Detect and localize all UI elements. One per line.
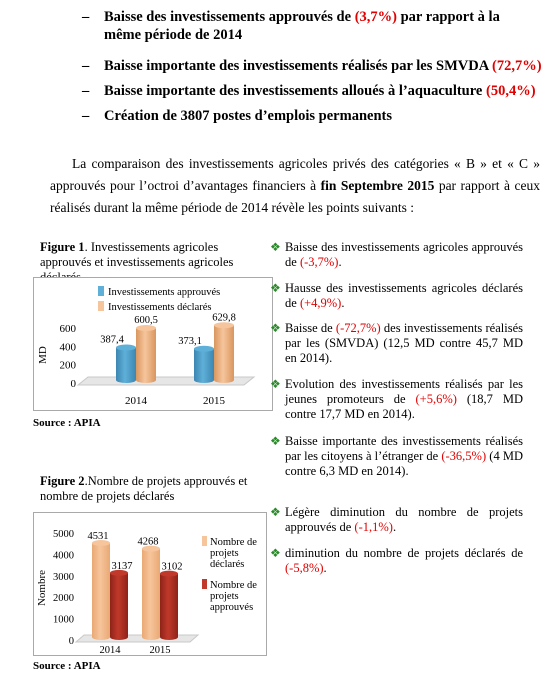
intro-paragraph: La comparaison des investissements agricoles privés des catégories « B » et « C » approuvés pour l’octroi d’avantages financiers à fin Septembre 2015 par rapport à ceux réalisés durant la même période de 2014 révèle les points suivants : [50, 156, 540, 215]
chart2-legend-swatch [202, 536, 207, 546]
chart1-ytick: 200 [59, 359, 76, 372]
chart1-frame [33, 277, 273, 411]
chart1-ytick: 400 [59, 341, 76, 354]
right-item-3: ❖ Baisse de (-72,7%) des investissements réalisés par les (SMVDA) (12,5 MD contre 45,7 MD en 2014). [270, 321, 523, 365]
chart2-ytick: 3000 [53, 571, 74, 583]
chart2-legend-label: Nombre de projets déclarés [210, 537, 257, 570]
figure2-source: Source : APIA [33, 660, 101, 672]
diamond-bullet-icon: ❖ [270, 240, 281, 254]
figure1-source: Source : APIA [33, 417, 101, 429]
chart2-ytick: 5000 [53, 529, 74, 540]
bullet-item-1: – Baisse des investissements approuvés de (3,7%) par rapport à la même période de 2014 [82, 9, 500, 43]
chart2-ytick: 4000 [53, 550, 74, 562]
chart1-bar [214, 322, 234, 383]
diamond-bullet-icon: ❖ [270, 505, 281, 519]
chart2-xtick: 2015 [149, 645, 171, 655]
bullet-item-3: – Baisse importante des investissements alloués à l’aquaculture (50,4%) [82, 83, 536, 99]
chart2-ytick: 2000 [53, 593, 74, 605]
diamond-bullet-icon: ❖ [270, 434, 281, 448]
chart1-data-label: 373,1 [178, 335, 202, 347]
right-item-7: ❖ diminution du nombre de projets déclarés de (-5,8%). [270, 546, 523, 575]
chart2-bar [110, 570, 128, 640]
chart1-legend-label: Investissements approuvés [108, 287, 221, 298]
chart1-bar [136, 325, 156, 383]
chart2-bar [160, 571, 178, 640]
diamond-bullet-icon: ❖ [270, 377, 281, 391]
diamond-bullet-icon: ❖ [270, 321, 281, 335]
chart1 [34, 278, 272, 410]
right-item-1: ❖ Baisse des investissements agricoles approuvés de (-3,7%). [270, 240, 523, 269]
chart2-ylabel: Nombre [36, 569, 48, 607]
chart1-bar [194, 346, 214, 383]
chart2-legend-swatch [202, 579, 207, 589]
bullet-item-4: – Création de 3807 postes d’emplois permanents [82, 108, 392, 124]
chart1-data-label: 629,8 [212, 312, 236, 324]
chart2-data-label: 4531 [87, 531, 109, 543]
figure2-caption: Figure 2.Nombre de projets approuvés et nombre de projets déclarés [40, 474, 248, 503]
chart1-legend-label: Investissements déclarés [108, 302, 212, 313]
right-item-5: ❖ Baisse importante des investissements réalisés par les citoyens à l’étranger de (-36,5%) (4 MD contre 6,3 MD en 2014). [270, 434, 523, 478]
chart2-frame [33, 512, 267, 656]
right-item-2: ❖ Hausse des investissements agricoles déclarés de (+4,9%). [270, 281, 523, 310]
figure1-caption: Figure 1. Investissements agricoles approuvés et investissements agricoles [40, 240, 234, 269]
chart1-data-label: 600,5 [134, 314, 158, 326]
chart2-bar [92, 540, 110, 640]
chart1-legend-swatch [98, 286, 104, 296]
right-item-4: ❖ Evolution des investissements réalisés par les jeunes promoteurs de (+5,6%) (18,7 MD contre 17,7 MD en 2014). [270, 377, 523, 421]
chart1-bar [116, 344, 136, 383]
chart1-ytick: 0 [70, 378, 76, 390]
bullet-item-2: – Baisse importante des investissements réalisés par les SMVDA (72,7%) [82, 58, 542, 74]
chart2-ytick: 0 [68, 636, 74, 647]
chart1-xtick: 2015 [203, 395, 225, 407]
chart1-ytick: 600 [59, 323, 76, 335]
chart2-ytick: 1000 [53, 614, 74, 626]
chart1-legend-swatch [98, 301, 104, 311]
chart1-ylabel: MD [37, 346, 49, 364]
chart1-data-label: 387,4 [100, 334, 124, 346]
diamond-bullet-icon: ❖ [270, 281, 281, 295]
chart2-legend-label: Nombre de projets approuvés [210, 580, 257, 613]
chart2-data-label: 3102 [161, 561, 183, 573]
diamond-bullet-icon: ❖ [270, 546, 281, 560]
chart2-data-label: 3137 [111, 560, 133, 572]
chart2-xtick: 2014 [99, 645, 121, 655]
right-item-6: ❖ Légère diminution du nombre de projets approuvés de (-1,1%). [270, 505, 523, 534]
chart2-data-label: 4268 [137, 536, 159, 548]
chart2 [34, 513, 266, 655]
chart1-xtick: 2014 [125, 395, 147, 407]
chart2-bar [142, 546, 160, 640]
